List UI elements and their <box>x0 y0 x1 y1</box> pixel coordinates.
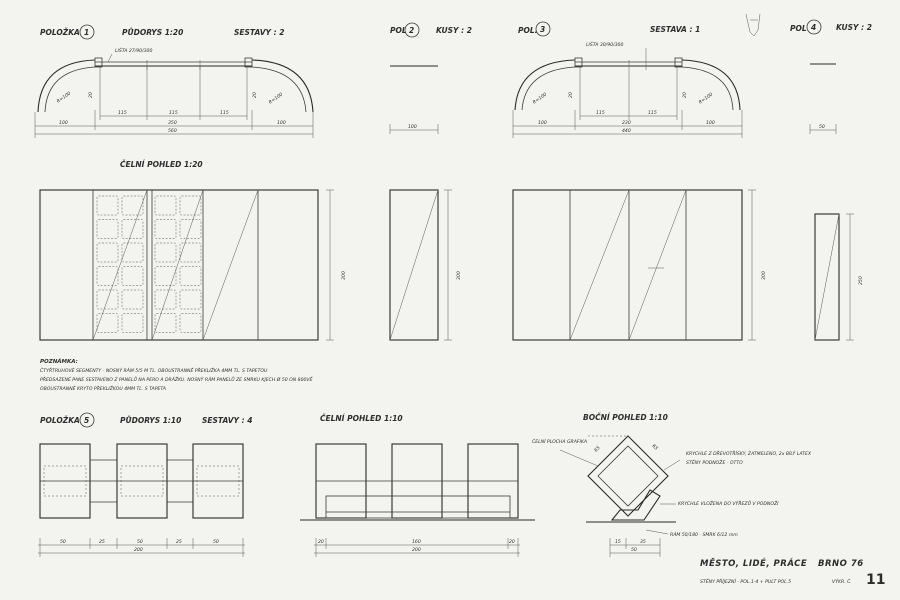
pol5-front-dim-3: 20 <box>509 540 515 545</box>
pol1-height-dim: 300 <box>342 271 347 280</box>
pol5-side-dim-bottom-1: 15 <box>615 540 621 545</box>
pol1-front-elevation <box>40 190 347 340</box>
pol1-inner-dim-1: 115 <box>118 111 127 116</box>
pol4-plan-drawing <box>810 64 836 134</box>
sheet-number-label: VÝKR. Č. <box>832 580 852 585</box>
pol1-sets: SESTAVY : 2 <box>234 28 285 37</box>
pol2-plan-drawing <box>390 66 438 134</box>
pol3-gap-left: 20 <box>569 92 574 98</box>
grid-cell <box>155 220 176 239</box>
pol3-label: POL. <box>518 26 538 35</box>
pol1-gap-left: 20 <box>89 92 94 98</box>
pol5-plan-dim-1: 50 <box>60 540 66 545</box>
grid-cell <box>155 314 176 333</box>
grid-cell <box>180 267 201 286</box>
pol1-number: 1 <box>84 28 90 37</box>
pol3-mid-dim: 230 <box>622 121 631 126</box>
grid-cell <box>97 220 118 239</box>
grid-cell <box>122 267 143 286</box>
pol4-front-elevation <box>815 214 864 340</box>
grid-cell <box>180 314 201 333</box>
pol5-sets: SESTAVY : 4 <box>202 416 253 425</box>
grid-cell <box>97 267 118 286</box>
pol5-front-dim-1: 20 <box>318 540 324 545</box>
notes-block <box>40 358 313 392</box>
drawing-subtitle: STĚNY PŘÍJEZNÍ - POL.1-4 + PULT POL.5 <box>700 580 792 585</box>
pol3-gap-right: 20 <box>683 92 688 98</box>
pol4-number: 4 <box>811 23 817 32</box>
grid-cell <box>155 290 176 309</box>
pol4-pieces: KUSY : 2 <box>836 23 872 32</box>
pol1-grid-panel-left <box>97 196 143 333</box>
pol3-front-elevation <box>513 190 767 340</box>
pol5-side-title: BOČNÍ POHLED 1:10 <box>583 413 668 422</box>
pol3-side-right-dim: 100 <box>706 121 715 126</box>
note-stand: STĚNY PODNOŽE - OTTO <box>686 461 743 466</box>
grid-cell <box>122 243 143 262</box>
pol5-label: POLOŽKA <box>40 416 80 425</box>
pol1-label: POLOŽKA <box>40 28 80 37</box>
pol2-header <box>390 23 472 37</box>
pol5-side-total: 50 <box>631 548 637 553</box>
grid-cell <box>122 220 143 239</box>
pol1-inner-dim-3: 115 <box>220 111 229 116</box>
pol5-front-drawing <box>300 444 535 557</box>
pol5-front-dim-2: 160 <box>412 540 421 545</box>
note-panel: ČELNÍ PLOCHA GRAFIKA <box>532 440 588 445</box>
pol1-side-right-dim: 100 <box>277 121 286 126</box>
pol2-height-dim: 300 <box>457 271 462 280</box>
pol5-plan-dim-3: 50 <box>137 540 143 545</box>
pol1-plan-drawing <box>35 47 313 138</box>
pol1-gap-right: 20 <box>253 92 258 98</box>
pol5-header <box>40 413 668 427</box>
grid-cell <box>180 243 201 262</box>
grid-cell <box>97 243 118 262</box>
pol1-header <box>40 25 284 39</box>
pol5-plan-title: PŮDORYS 1:10 <box>120 416 182 425</box>
grid-cell <box>97 196 118 215</box>
notes-line-3: OBOUSTRANNĚ KRYTO PŘEKLIŽKOU 4MM TL. S TAPETA <box>40 387 166 392</box>
grid-cell <box>122 314 143 333</box>
pol3-header <box>518 22 700 36</box>
notes-line-1: ČTYŘTRUHOVÉ SEGMENTY - NOSNÝ RÁM 5/5 M TL. OBOUSTRANNĚ PŘEKLIŽKA 4MM TL. S TAPETOU <box>40 369 268 374</box>
note-insert: KRYCHLE VLOŽENA DO VÝŘEZŮ V PODNOŽI <box>678 502 779 507</box>
pol5-stand <box>612 490 660 520</box>
pol3-inner-dim-2: 115 <box>648 111 657 116</box>
pol1-lista-label: LIŠTA 27/90/300 <box>115 49 153 54</box>
pol1-plan-title: PŮDORYS 1:20 <box>122 28 184 37</box>
pol3-total-dim: 440 <box>622 129 631 134</box>
pol5-plan-total: 200 <box>134 548 143 553</box>
drawing-title: MĚSTO, LIDÉ, PRÁCE <box>700 559 808 569</box>
sheet-number: 11 <box>866 572 886 588</box>
pol2-label: POL <box>390 26 407 35</box>
grid-cell <box>122 196 143 215</box>
pol5-plan-drawing <box>38 444 245 557</box>
pol5-plan-dim-2: 25 <box>99 540 105 545</box>
pol1-total-dim: 560 <box>168 129 177 134</box>
grid-cell <box>155 267 176 286</box>
pol5-side-drawing <box>532 436 812 557</box>
pol2-width-dim: 100 <box>408 125 417 130</box>
pol2-front-elevation <box>390 190 462 340</box>
pol5-front-total: 200 <box>412 548 421 553</box>
pol5-front-title: ČELNÍ POHLED 1:10 <box>320 414 403 423</box>
pol3-radius-right: R=100 <box>698 92 715 106</box>
pol1-radius-right: R=100 <box>268 92 285 106</box>
pol5-side-dim-right: 65 <box>650 443 659 452</box>
pol2-pieces: KUSY : 2 <box>436 26 472 35</box>
pol1-mid-dim: 350 <box>168 121 177 126</box>
pol3-plan-drawing <box>513 41 742 138</box>
grid-cell <box>122 290 143 309</box>
note-beam: RÁM 50/180 - SMRK 6/12 mm <box>670 533 738 538</box>
grid-cell <box>155 196 176 215</box>
pol3-side-left-dim: 100 <box>538 121 547 126</box>
pol4-width-dim: 50 <box>819 125 825 130</box>
notes-title: POZNÁMKA: <box>40 359 78 365</box>
pol2-number: 2 <box>409 26 415 35</box>
pol4-height-dim: 250 <box>859 276 864 285</box>
pol5-side-dim-bottom-2: 35 <box>640 540 646 545</box>
grid-cell <box>180 220 201 239</box>
pol3-number: 3 <box>540 25 546 34</box>
pol1-radius-left: R=100 <box>56 91 73 105</box>
grid-cell <box>155 243 176 262</box>
drawing-location: BRNO 76 <box>818 559 864 569</box>
pol4-label: POL <box>790 24 807 33</box>
pol5-plan-dim-5: 50 <box>213 540 219 545</box>
pencil-sketch-mark <box>746 14 760 36</box>
pol1-side-left-dim: 100 <box>59 121 68 126</box>
notes-line-2: PŘEDSAZENÉ PANE SESTAVENO Z PANELŮ NA PERO A DRÁŽKU. NOSNÝ RÁM PANELŮ ZE SMRKU KJECH Ø 50 ON 800VĚ <box>40 378 313 383</box>
pol3-inner-dim-1: 115 <box>596 111 605 116</box>
pol3-height-dim: 300 <box>762 271 767 280</box>
grid-cell <box>180 290 201 309</box>
note-cube: KRYCHLE Z DŘEVOTŘÍSKY, ZATMELENO, 2x BÍLÝ LATEX <box>686 452 812 457</box>
pol5-plan-dim-4: 25 <box>176 540 182 545</box>
grid-cell <box>97 314 118 333</box>
front-view-title: ČELNÍ POHLED 1:20 <box>120 160 203 169</box>
pol5-side-dim-left: 65 <box>593 445 602 454</box>
pol1-inner-dim-2: 115 <box>169 111 178 116</box>
pol3-sets: SESTAVA : 1 <box>650 25 701 34</box>
title-block <box>700 557 885 588</box>
pol3-radius-left: R=100 <box>532 92 549 106</box>
pol3-lista-label: LIŠTA 30/90/300 <box>586 43 624 48</box>
pol4-header <box>790 20 872 34</box>
pol5-number: 5 <box>84 416 90 425</box>
